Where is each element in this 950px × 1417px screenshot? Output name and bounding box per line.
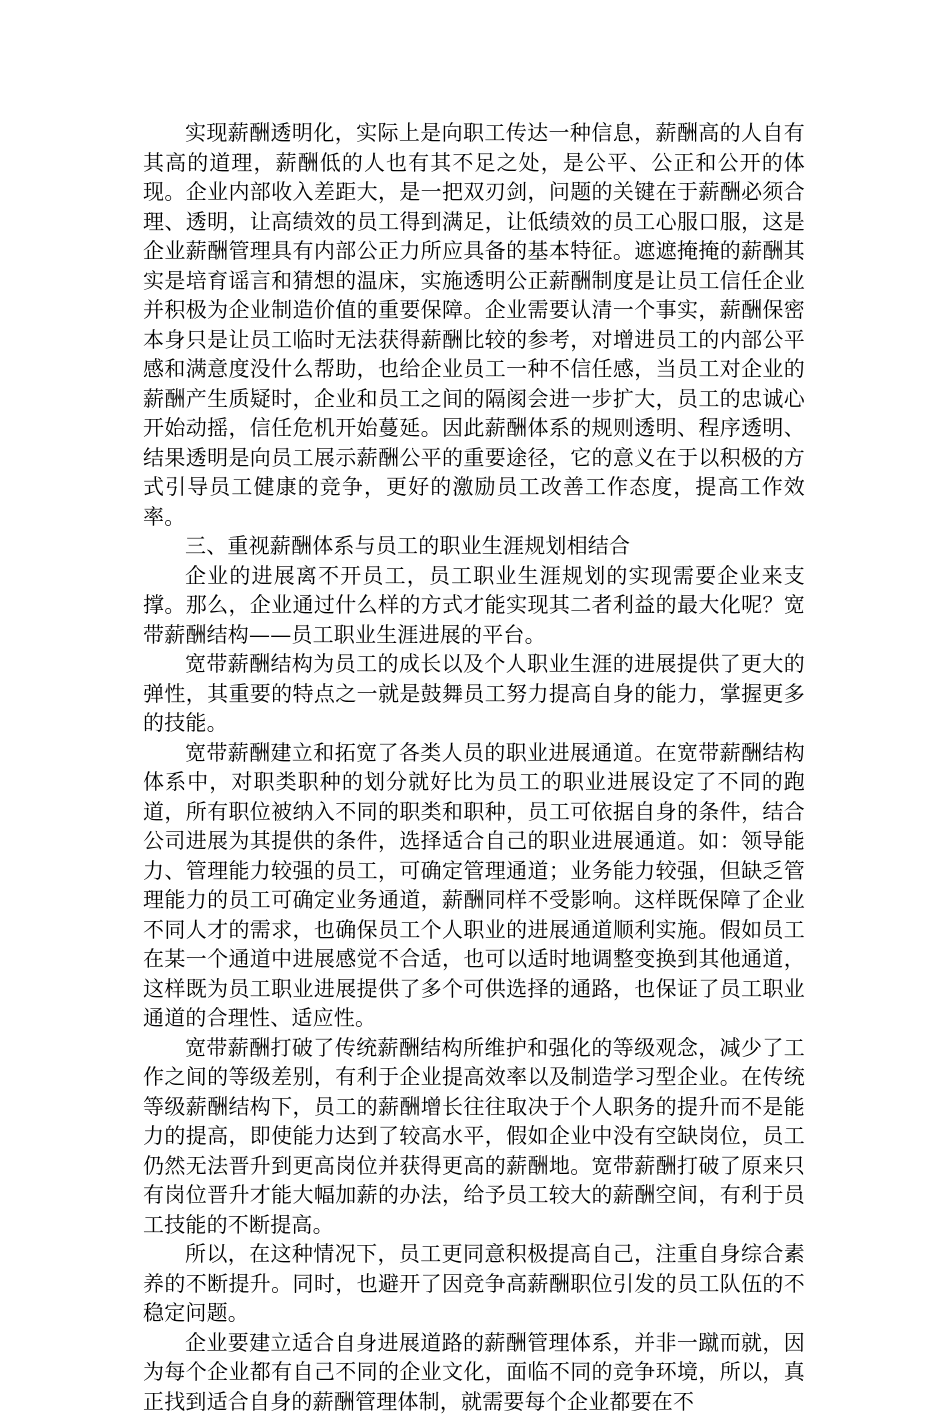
paragraph-conclusion: 企业要建立适合自身进展道路的薪酬管理体系，并非一蹴而就，因为每个企业都有自己不同的企业文化，面临不同的竞争环境，所以，真正找到适合自身的薪酬管理体制，就需要每个企业都要在不	[143, 1329, 805, 1417]
paragraph-self-improvement: 所以，在这种情况下，员工更同意积极提高自己，注重自身综合素养的不断提升。同时，也避开了因竞争高薪酬职位引发的员工队伍的不稳定问题。	[143, 1240, 805, 1329]
paragraph-broadband-flexibility: 宽带薪酬结构为员工的成长以及个人职业生涯的进展提供了更大的弹性，其重要的特点之一就是鼓舞员工努力提高自身的能力，掌握更多的技能。	[143, 650, 805, 739]
paragraph-career-channels: 宽带薪酬建立和拓宽了各类人员的职业进展通道。在宽带薪酬结构体系中，对职类职种的划分就好比为员工的职业进展设定了不同的跑道，所有职位被纳入不同的职类和职种，员工可依据自身的条件，结合公司进展为其提供的条件，选择适合自己的职业进展通道。如：领导能力、管理能力较强的员工，可确定管理通道；业务能力较强，但缺乏管理能力的员工可确定业务通道，薪酬同样不受影响。这样既保障了企业不同人才的需求，也确保员工个人职业的进展通道顺利实施。假如员工在某一个通道中进展感觉不合适，也可以适时地调整变换到其他通道，这样既为员工职业进展提供了多个可供选择的通路，也保证了员工职业通道的合理性、适应性。	[143, 739, 805, 1034]
paragraph-career-support: 企业的进展离不开员工，员工职业生涯规划的实现需要企业来支撑。那么，企业通过什么样的方式才能实现其二者利益的最大化呢？宽带薪酬结构——员工职业生涯进展的平台。	[143, 562, 805, 651]
paragraph-hierarchy: 宽带薪酬打破了传统薪酬结构所维护和强化的等级观念，减少了工作之间的等级差别，有利于企业提高效率以及制造学习型企业。在传统等级薪酬结构下，员工的薪酬增长往往取决于个人职务的提升而不是能力的提高，即使能力达到了较高水平，假如企业中没有空缺岗位，员工仍然无法晋升到更高岗位并获得更高的薪酬地。宽带薪酬打破了原来只有岗位晋升才能大幅加薪的办法，给予员工较大的薪酬空间，有利于员工技能的不断提高。	[143, 1034, 805, 1241]
document-body	[143, 119, 805, 1417]
paragraph-transparency: 实现薪酬透明化，实际上是向职工传达一种信息，薪酬高的人自有其高的道理，薪酬低的人也有其不足之处，是公平、公正和公开的体现。企业内部收入差距大，是一把双刃剑，问题的关键在于薪酬必须合理、透明，让高绩效的员工得到满足，让低绩效的员工心服口服，这是企业薪酬管理具有内部公正力所应具备的基本特征。遮遮掩掩的薪酬其实是培育谣言和猜想的温床，实施透明公正薪酬制度是让员工信任企业并积极为企业制造价值的重要保障。企业需要认清一个事实，薪酬保密本身只是让员工临时无法获得薪酬比较的参考，对增进员工的内部公平感和满意度没什么帮助，也给企业员工一种不信任感，当员工对企业的薪酬产生质疑时，企业和员工之间的隔阂会进一步扩大，员工的忠诚心开始动摇，信任危机开始蔓延。因此薪酬体系的规则透明、程序透明、结果透明是向员工展示薪酬公平的重要途径，它的意义在于以积极的方式引导员工健康的竞争，更好的激励员工改善工作态度，提高工作效率。	[143, 119, 805, 532]
section-heading-3: 三、重视薪酬体系与员工的职业生涯规划相结合	[143, 532, 805, 562]
